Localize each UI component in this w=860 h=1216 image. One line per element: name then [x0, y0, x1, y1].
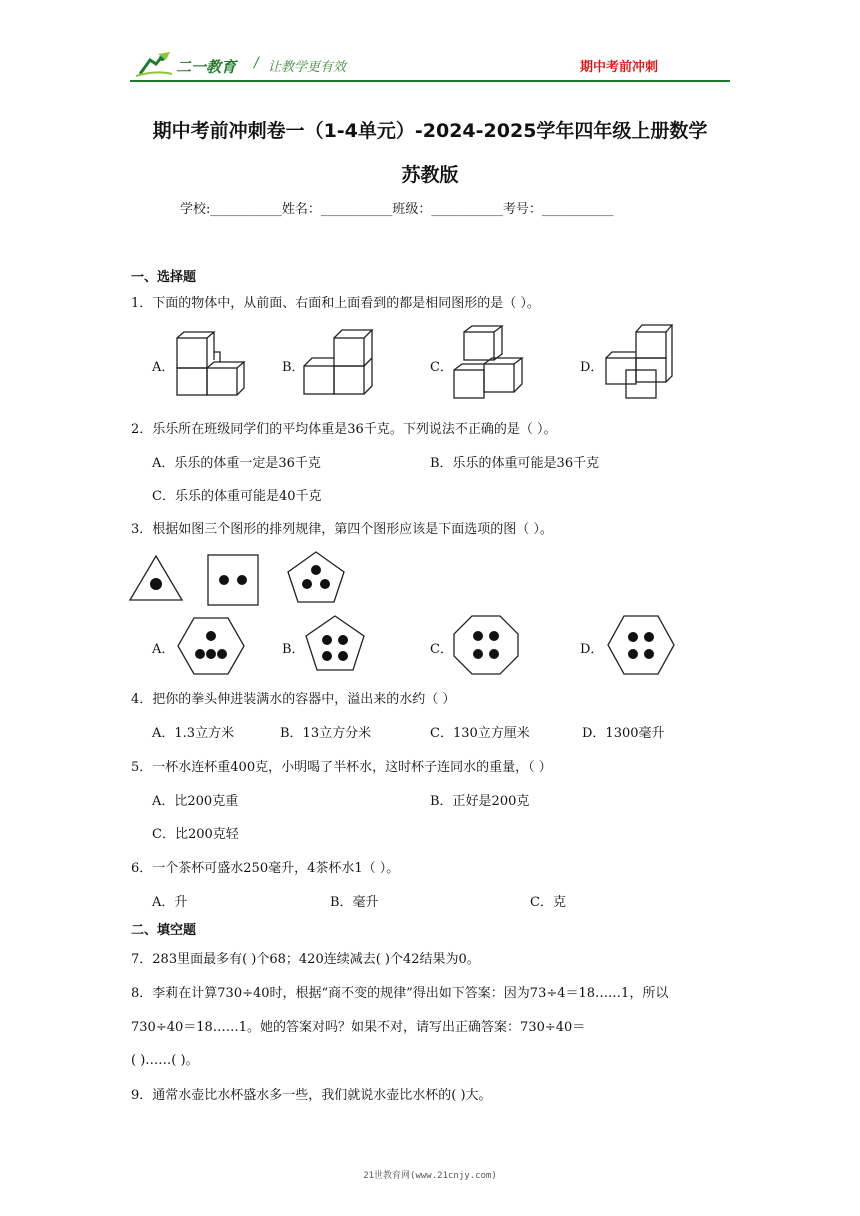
- page-subtitle: 苏教版: [401, 164, 459, 186]
- question-1: 1．下面的物体中，从前面、右面和上面看到的都是相同图形的是（ ）。: [131, 296, 540, 311]
- slogan: 让教学更有效: [268, 60, 347, 75]
- section-title-fill: 二、填空题: [131, 923, 197, 938]
- q5-option-a: A．比200克重: [152, 794, 239, 809]
- q3-option-a-label: A．: [152, 642, 175, 657]
- header-divider: /: [254, 55, 259, 71]
- q3-option-b-label: B．: [282, 642, 305, 657]
- question-2: 2．乐乐所在班级同学们的平均体重是36千克。下列说法不正确的是（ ）。: [131, 422, 557, 437]
- brand-name: 二一教育: [176, 58, 237, 76]
- q1-option-c-label: C．: [430, 360, 453, 375]
- q6-option-b: B．毫升: [330, 895, 379, 910]
- question-3: 3．根据如图三个图形的排列规律，第四个图形应该是下面选项的图（ ）。: [131, 522, 553, 537]
- q5-option-b: B．正好是200克: [430, 794, 530, 809]
- q3-option-c-label: C．: [430, 642, 453, 657]
- q3-option-b-figure: [302, 614, 368, 674]
- q3-option-c-figure: [452, 614, 520, 676]
- q2-option-b: B．乐乐的体重可能是36千克: [430, 456, 600, 471]
- q1-figure-c: [452, 324, 532, 400]
- q4-option-c: C．130立方厘米: [430, 726, 530, 741]
- header-rule: [130, 80, 730, 82]
- q6-option-a: A．升: [152, 895, 188, 910]
- question-8-line1: 8．李莉在计算730÷40时，根据“商不变的规律”得出如下答案：因为73÷4＝18……1，所以: [131, 986, 669, 1001]
- q5-option-c: C．比200克轻: [152, 827, 239, 842]
- q3-option-a-figure: [176, 616, 246, 676]
- q2-option-a: A．乐乐的体重一定是36千克: [152, 456, 321, 471]
- q3-option-d-label: D．: [580, 642, 604, 657]
- question-8-line3: ( )……( )。: [131, 1053, 199, 1068]
- q2-option-c: C．乐乐的体重可能是40千克: [152, 489, 322, 504]
- q1-figure-b: [302, 326, 382, 400]
- question-8-line2: 730÷40＝18……1。她的答案对吗？如果不对，请写出正确答案：730÷40＝: [131, 1020, 586, 1035]
- page-footer: 21世教育网(www.21cnjy.com): [363, 1171, 497, 1181]
- q6-option-c: C．克: [530, 895, 566, 910]
- q3-pattern-square: [205, 552, 265, 608]
- question-6: 6．一个茶杯可盛水250毫升，4茶杯水1（ ）。: [131, 861, 400, 876]
- q1-figure-d: [602, 322, 682, 400]
- page-title: 期中考前冲刺卷一（1-4单元）-2024-2025学年四年级上册数学: [152, 120, 708, 142]
- student-info: 学校:___________姓名：___________班级：___________考号：___________: [180, 202, 614, 217]
- q4-option-d: D．1300毫升: [582, 726, 665, 741]
- q1-figure-a: [172, 330, 247, 400]
- question-5: 5．一杯水连杯重400克，小明喝了半杯水，这时杯子连同水的重量，（ ）: [131, 760, 552, 775]
- q4-option-b: B．13立方分米: [280, 726, 372, 741]
- question-4: 4．把你的拳头伸进装满水的容器中，溢出来的水约（ ）: [131, 692, 456, 707]
- q3-option-d-figure: [606, 614, 676, 676]
- q1-option-d-label: D．: [580, 360, 604, 375]
- question-7: 7．283里面最多有( )个68；420连续减去( )个42结果为0。: [131, 952, 480, 967]
- q4-option-a: A．1.3立方米: [152, 726, 235, 741]
- section-title-choice: 一、选择题: [131, 270, 197, 285]
- q1-option-a-label: A．: [152, 360, 175, 375]
- q3-pattern-pentagon: [284, 550, 348, 606]
- question-9: 9．通常水壶比水杯盛水多一些，我们就说水壶比水杯的( )大。: [131, 1088, 492, 1103]
- q1-option-b-label: B．: [282, 360, 305, 375]
- header-tag: 期中考前冲刺: [580, 60, 659, 75]
